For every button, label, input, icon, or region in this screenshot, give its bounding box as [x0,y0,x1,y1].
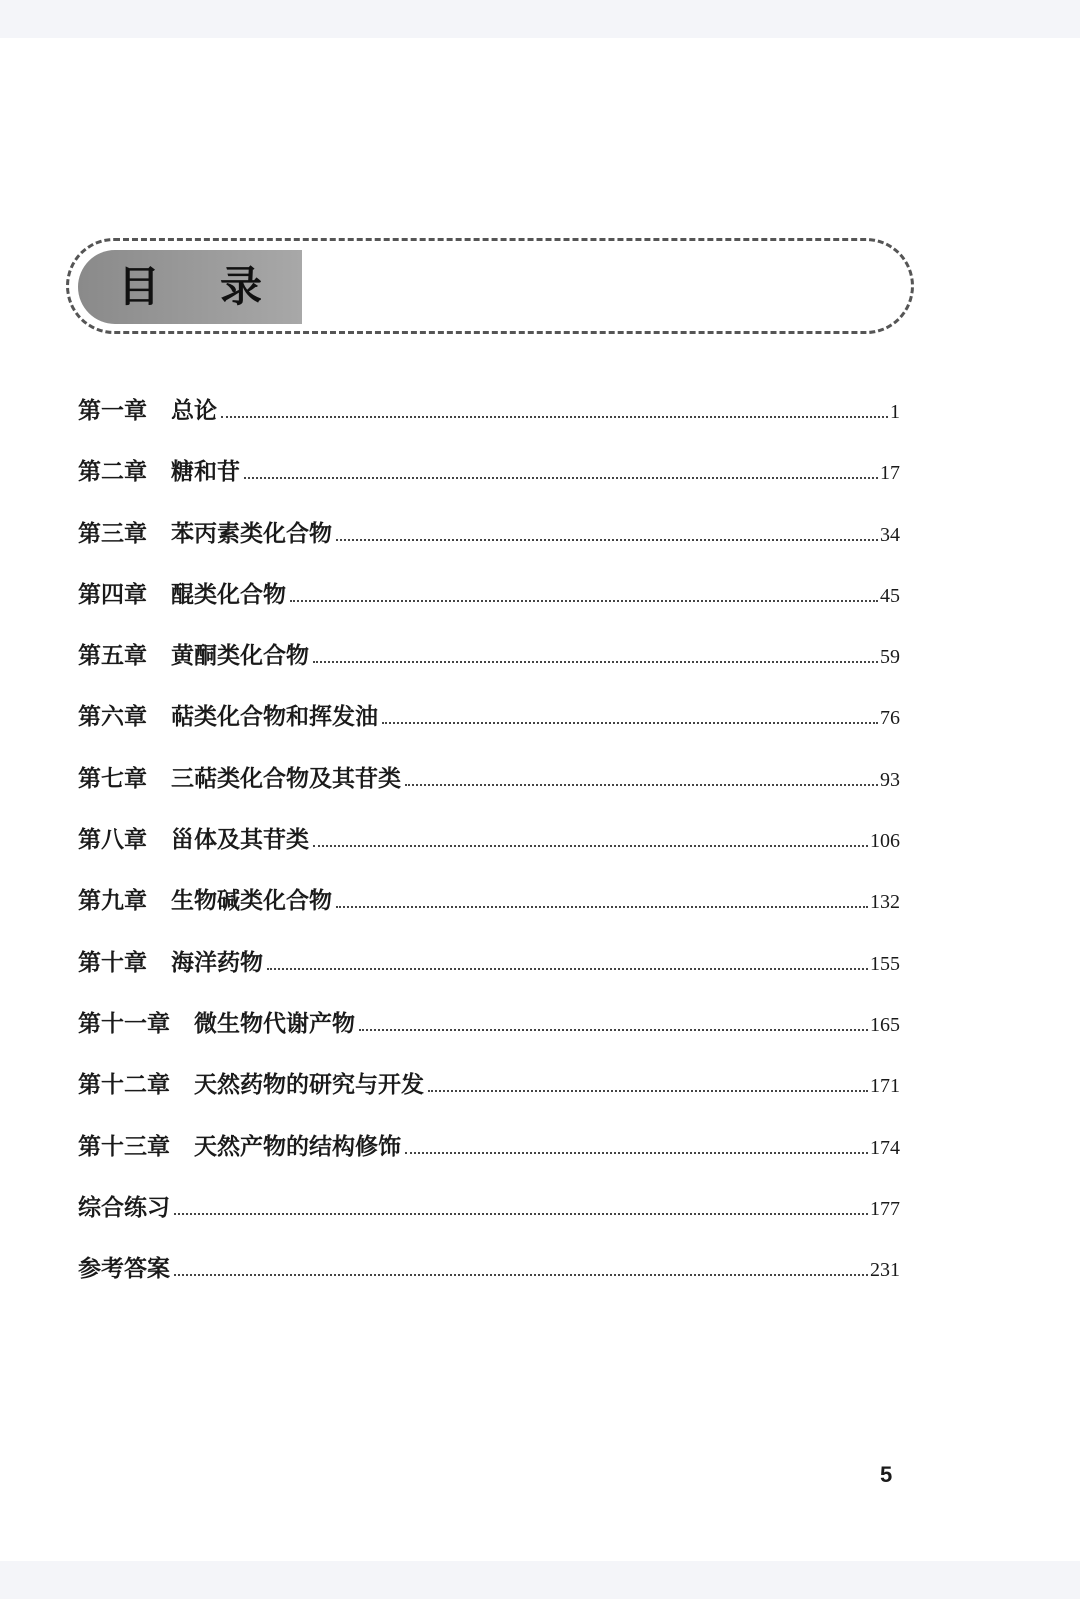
toc-chapter-number: 第四章 [78,581,147,608]
toc-entry [78,453,900,514]
toc-heading: 目录 [118,262,323,311]
toc-entry [78,1066,900,1127]
toc-chapter-number: 第六章 [78,704,147,731]
dot-leader [359,1029,868,1031]
toc-entry-title: 三萜类化合物及其苷类 [171,765,401,792]
page-number: 5 [880,1462,893,1487]
toc-entry-title: 总论 [171,398,217,424]
toc-chapter-number: 第一章 [78,398,147,424]
toc-entry [78,392,900,453]
toc-entry [78,944,900,1005]
toc-entry [78,1250,900,1311]
toc-entry-title: 参考答案 [78,1256,170,1283]
toc-entry [78,882,900,943]
toc-chapter-number: 第十二章 [78,1072,170,1099]
toc-chapter-number: 第三章 [78,520,147,547]
dot-leader [382,722,878,724]
toc-entry [78,515,900,576]
toc-entry-title: 天然产物的结构修饰 [194,1133,401,1160]
dot-leader [405,784,878,786]
toc-entry-title: 微生物代谢产物 [194,1010,355,1037]
dot-leader [267,968,868,970]
toc-chapter-number: 第二章 [78,459,147,486]
toc-entry [78,821,900,882]
table-of-contents [78,392,900,1311]
toc-chapter-number: 第八章 [78,827,147,854]
toc-entry-title: 糖和苷 [171,459,240,486]
toc-chapter-number: 第十一章 [78,1010,170,1037]
toc-page-number: 1 [890,401,900,423]
toc-entry [78,637,900,698]
toc-page-number: 177 [870,1197,900,1220]
toc-entry [78,576,900,637]
dot-leader [428,1090,868,1092]
toc-chapter-number: 第九章 [78,888,147,915]
toc-page-number: 165 [870,1013,900,1036]
toc-entry-title: 苯丙素类化合物 [171,520,332,547]
toc-entry-title: 醌类化合物 [171,581,286,608]
toc-entry-title: 天然药物的研究与开发 [194,1072,424,1099]
toc-page-number: 93 [880,768,900,791]
toc-page-number: 45 [880,584,900,607]
toc-page-number: 171 [870,1075,900,1098]
toc-chapter-number: 第七章 [78,765,147,792]
dot-leader [313,845,868,847]
toc-entry-title: 生物碱类化合物 [171,888,332,915]
toc-entry [78,698,900,759]
toc-page-number: 106 [870,830,900,853]
toc-page-number: 59 [880,646,900,669]
dot-leader [174,1213,868,1215]
toc-page-number: 174 [870,1136,900,1159]
dot-leader [405,1152,868,1154]
toc-entry [78,1128,900,1189]
dot-leader [336,906,868,908]
toc-entry-title: 综合练习 [78,1194,170,1221]
toc-chapter-number: 第五章 [78,643,147,670]
toc-entry-title: 海洋药物 [171,949,263,976]
toc-entry-title: 黄酮类化合物 [171,643,309,670]
dot-leader [174,1274,868,1276]
toc-page-number: 34 [880,523,900,546]
dot-leader [336,539,878,541]
toc-chapter-number: 第十三章 [78,1133,170,1160]
toc-page-number: 231 [870,1259,900,1282]
dot-leader [221,416,888,418]
toc-entry-title: 萜类化合物和挥发油 [171,704,378,731]
toc-page-number: 132 [870,891,900,914]
toc-page-number: 76 [880,707,900,730]
toc-entry [78,1189,900,1250]
toc-page-number: 17 [880,462,900,485]
dot-leader [313,661,878,663]
dot-leader [244,477,878,479]
toc-entry [78,1005,900,1066]
dot-leader [290,600,878,602]
toc-chapter-number: 第十章 [78,949,147,976]
toc-entry-title: 甾体及其苷类 [171,827,309,854]
toc-page-number: 155 [870,952,900,975]
toc-entry [78,760,900,821]
